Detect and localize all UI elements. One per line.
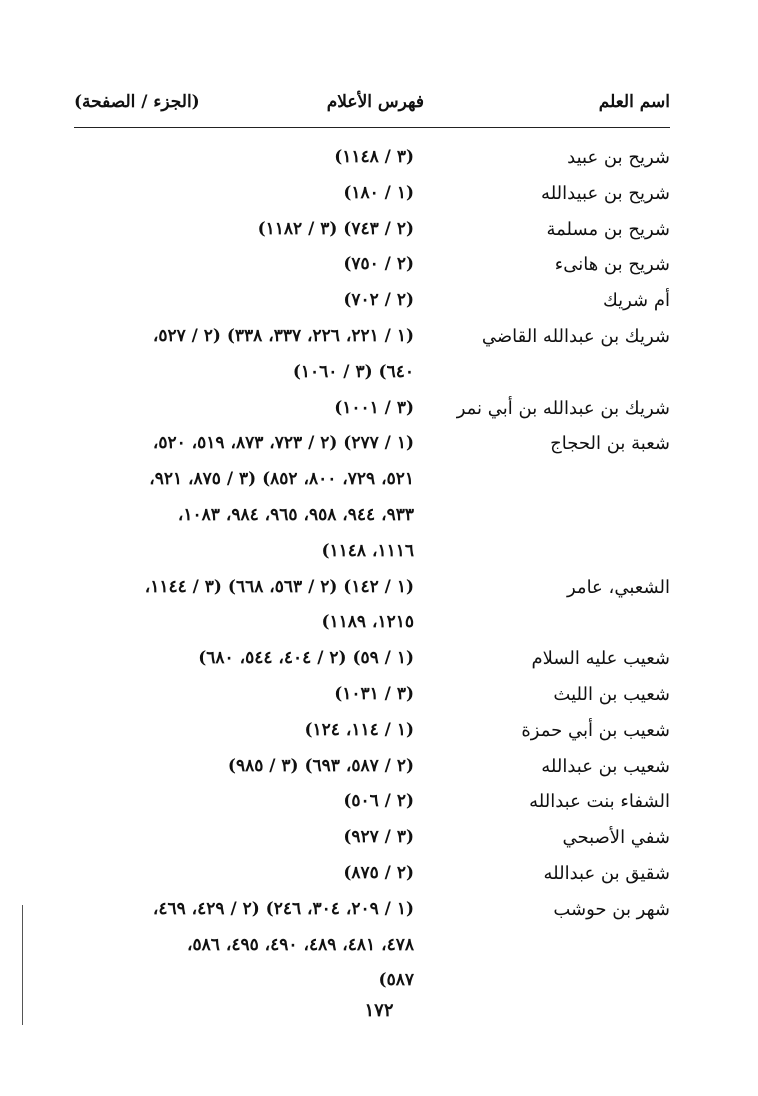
entry-references: (١ / ١١٤، ١٢٤): [304, 719, 414, 740]
entry-references: (١ / ٥٩) (٢ / ٤٠٤، ٥٤٤، ٦٨٠): [198, 648, 414, 669]
index-entry: [74, 784, 670, 820]
entry-references: ٥٢١، ٧٢٩، ٨٠٠، ٨٥٢) (٣ / ٨٧٥، ٩٢١،: [149, 469, 414, 490]
entry-name: شريح بن هانىء: [554, 254, 670, 276]
index-entry: [74, 570, 670, 606]
entry-references: ٥٨٧): [378, 970, 414, 991]
entry-name: شعبة بن الحجاج: [550, 433, 670, 455]
entry-name: أم شريك: [602, 290, 670, 312]
entry-references: ١٢١٥، ١١٨٩): [321, 612, 414, 633]
entry-references: (١ / ١٨٠): [343, 182, 414, 203]
index-entries: [74, 140, 670, 999]
entry-references: (١ / ٢٢١، ٢٢٦، ٣٣٧، ٣٣٨) (٢ / ٥٢٧،: [152, 325, 414, 346]
index-entry: [74, 820, 670, 856]
entry-references: (٢ / ٨٧٥): [343, 862, 414, 883]
index-title: فهرس الأعلام: [326, 92, 424, 112]
index-entry: [74, 319, 670, 355]
entry-references: (٢ / ٧٤٣) (٣ / ١١٨٢): [257, 218, 414, 239]
entry-references: ٩٣٣، ٩٤٤، ٩٥٨، ٩٦٥، ٩٨٤، ١٠٨٣،: [177, 504, 414, 525]
entry-references: (٢ / ٥٠٦): [343, 791, 414, 812]
entry-references: (٢ / ٧٠٢): [343, 290, 414, 311]
index-entry: [74, 856, 670, 892]
index-entry-continuation: [74, 534, 670, 570]
entry-references: ٦٤٠) (٣ / ١٠٦٠): [292, 361, 414, 382]
entry-name: الشفاء بنت عبدالله: [529, 791, 670, 813]
index-entry: [74, 749, 670, 785]
index-entry-continuation: [74, 605, 670, 641]
header-divider: [74, 127, 670, 128]
entry-references: (٣ / ١٠٠١): [334, 397, 414, 418]
entry-references: (٣ / ١١٤٨): [334, 147, 414, 167]
entry-references: (١ / ٢٠٩، ٣٠٤، ٢٤٦) (٢ / ٤٢٩، ٤٦٩،: [152, 898, 414, 919]
index-entry: [74, 140, 670, 176]
index-entry: [74, 641, 670, 677]
entry-references: (٣ / ٩٢٧): [343, 827, 414, 848]
entry-name: شفي الأصبحي: [562, 827, 670, 849]
entry-references: ١١١٦، ١١٤٨): [321, 540, 414, 561]
entry-name: شعيب عليه السلام: [531, 648, 670, 670]
entry-references: (١ / ١٤٢) (٢ / ٥٦٣، ٦٦٨) (٣ / ١١٤٤،: [144, 576, 414, 597]
entry-name: شريح بن مسلمة: [546, 218, 670, 240]
entry-references: ٤٧٨، ٤٨١، ٤٨٩، ٤٩٠، ٤٩٥، ٥٨٦،: [187, 934, 414, 955]
entry-name: شريح بن عبيد: [567, 147, 670, 168]
index-entry-continuation: [74, 498, 670, 534]
scan-margin-line: [22, 905, 23, 1025]
index-entry: [74, 892, 670, 928]
index-entry: [74, 176, 670, 212]
index-entry: [74, 677, 670, 713]
entry-name: شريك بن عبدالله القاضي: [481, 325, 670, 347]
index-entry: [74, 426, 670, 462]
entry-references: (٣ / ١٠٣١): [334, 683, 414, 704]
page-header: [74, 92, 670, 124]
index-entry: [74, 212, 670, 248]
name-column-heading: اسم العلم: [598, 92, 670, 112]
index-entry-continuation: [74, 928, 670, 964]
index-entry: [74, 247, 670, 283]
index-entry-continuation: [74, 355, 670, 391]
entry-name: شعيب بن الليث: [553, 683, 670, 705]
entry-name: شعيب بن أبي حمزة: [521, 719, 670, 741]
entry-name: شهر بن حوشب: [553, 898, 670, 920]
entry-references: (١ / ٢٧٧) (٢ / ٧٢٣، ٨٧٣، ٥١٩، ٥٢٠،: [152, 433, 414, 454]
entry-name: شعيب بن عبدالله: [541, 755, 670, 777]
entry-name: الشعبي، عامر: [567, 576, 670, 598]
index-entry: [74, 391, 670, 427]
entry-name: شريح بن عبيدالله: [541, 182, 670, 204]
entry-name: شقيق بن عبدالله: [543, 862, 670, 884]
index-entry-continuation: [74, 462, 670, 498]
page-number: ١٧٢: [364, 1000, 394, 1021]
index-entry: [74, 283, 670, 319]
entry-references: (٢ / ٧٥٠): [343, 254, 414, 275]
index-entry-continuation: [74, 963, 670, 999]
entry-name: شريك بن عبدالله بن أبي نمر: [456, 397, 670, 419]
index-entry: [74, 713, 670, 749]
reference-column-heading: (الجزء / الصفحة): [74, 92, 200, 112]
entry-references: (٢ / ٥٨٧، ٦٩٣) (٣ / ٩٨٥): [227, 755, 414, 776]
